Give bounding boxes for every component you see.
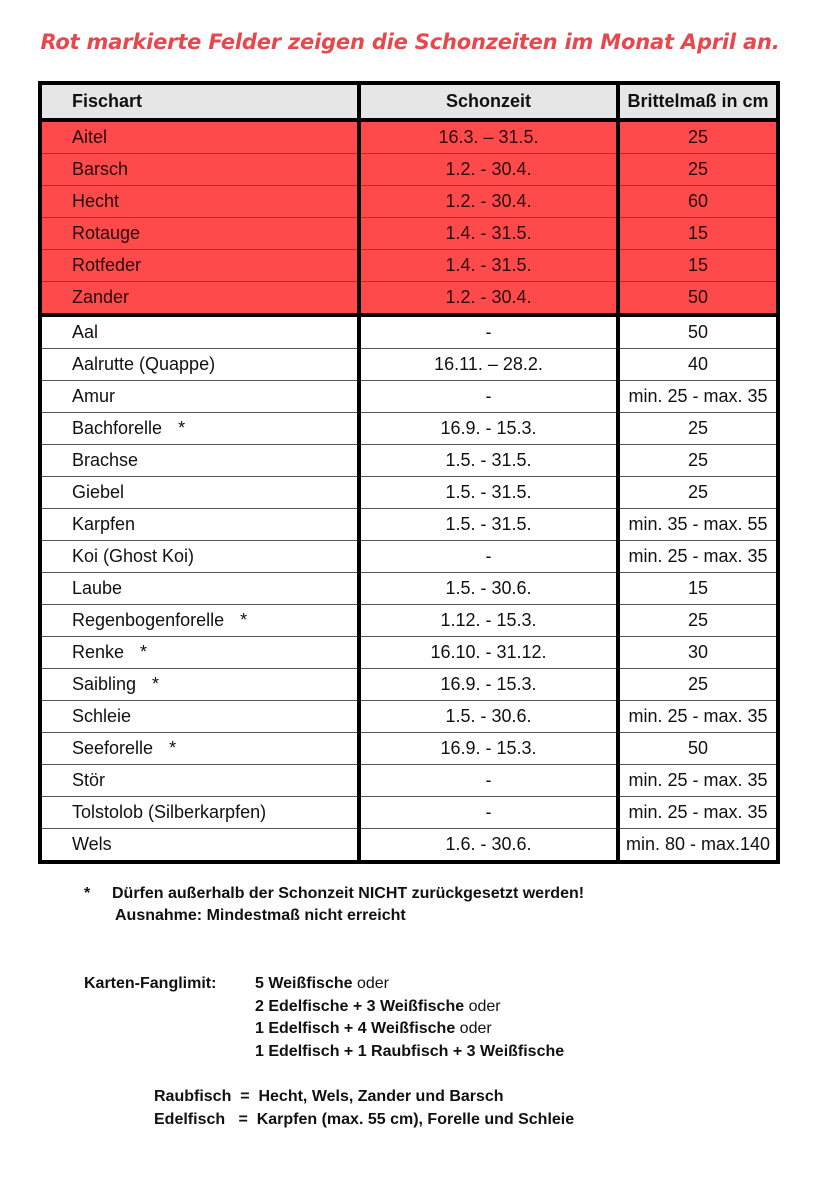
cell-season: 1.5. - 30.6. <box>359 701 618 733</box>
cell-size: 50 <box>618 315 778 349</box>
cell-size: 25 <box>618 669 778 701</box>
cell-season: 1.2. - 30.4. <box>359 186 618 218</box>
fish-name: Laube <box>72 578 123 598</box>
cell-fish <box>40 509 359 541</box>
table-row <box>40 477 778 509</box>
table-row <box>40 765 778 797</box>
table-row-closed-season <box>40 282 778 316</box>
cell-size: 50 <box>618 733 778 765</box>
cell-size: 25 <box>618 445 778 477</box>
cell-season: 16.9. - 15.3. <box>359 669 618 701</box>
table-row <box>40 509 778 541</box>
page-title: Rot markierte Felder zeigen die Schonzeiten im Monat April an. <box>40 30 780 54</box>
cell-size: 30 <box>618 637 778 669</box>
cell-size: min. 35 - max. 55 <box>618 509 778 541</box>
cell-size: min. 25 - max. 35 <box>618 797 778 829</box>
table-row <box>40 733 778 765</box>
fish-name: Rotfeder <box>72 255 142 275</box>
fish-name: Regenbogenforelle <box>72 610 225 630</box>
cell-season: 16.9. - 15.3. <box>359 733 618 765</box>
cell-season: - <box>359 765 618 797</box>
fish-name: Stör <box>72 770 106 790</box>
cell-fish <box>40 120 359 154</box>
cell-fish <box>40 445 359 477</box>
fish-name: Renke <box>72 642 125 662</box>
cell-season: 16.3. – 31.5. <box>359 120 618 154</box>
cell-fish <box>40 797 359 829</box>
fish-name: Hecht <box>72 191 120 211</box>
fish-name: Aal <box>72 322 99 342</box>
catch-limit-option-main: 5 Weißfische <box>255 975 353 992</box>
fish-table <box>38 81 780 864</box>
footnote-star: * <box>140 642 148 662</box>
cell-fish <box>40 605 359 637</box>
cell-fish <box>40 733 359 765</box>
fish-name: Tolstolob (Silberkarpfen) <box>72 802 267 822</box>
footnote-star: * <box>169 738 177 758</box>
cell-season: 1.2. - 30.4. <box>359 282 618 316</box>
fish-name: Seeforelle <box>72 738 154 758</box>
cell-season: 1.5. - 31.5. <box>359 509 618 541</box>
cell-fish <box>40 154 359 186</box>
table-row <box>40 669 778 701</box>
footnote-star: * <box>152 674 160 694</box>
fish-name: Barsch <box>72 159 129 179</box>
cell-season: 16.11. – 28.2. <box>359 349 618 381</box>
cell-season: 1.6. - 30.6. <box>359 829 618 863</box>
catch-limit-option-suffix: oder <box>455 1020 492 1037</box>
table-row <box>40 605 778 637</box>
table-row <box>40 541 778 573</box>
footnote-line-2: Ausnahme: Mindestmaß nicht erreicht <box>115 907 406 924</box>
cell-fish <box>40 541 359 573</box>
cell-season: 16.10. - 31.12. <box>359 637 618 669</box>
cell-season: 1.12. - 15.3. <box>359 605 618 637</box>
cell-size: min. 25 - max. 35 <box>618 541 778 573</box>
cell-size: min. 80 - max.140 <box>618 829 778 863</box>
header-schonzeit: Schonzeit <box>359 83 618 120</box>
fish-name: Koi (Ghost Koi) <box>72 546 195 566</box>
cell-size: 25 <box>618 154 778 186</box>
table-row <box>40 413 778 445</box>
table-row <box>40 315 778 349</box>
table-row-closed-season <box>40 250 778 282</box>
cell-season: - <box>359 315 618 349</box>
header-brittelmass: Brittelmaß in cm <box>618 83 778 120</box>
table-row <box>40 637 778 669</box>
fish-definitions <box>154 1086 574 1131</box>
catch-limit-option <box>255 1041 564 1064</box>
table-row <box>40 573 778 605</box>
header-fischart: Fischart <box>40 83 359 120</box>
cell-fish <box>40 573 359 605</box>
fish-name: Bachforelle <box>72 418 163 438</box>
fish-name: Wels <box>72 834 112 854</box>
fish-name: Giebel <box>72 482 125 502</box>
cell-fish <box>40 669 359 701</box>
fish-name: Brachse <box>72 450 139 470</box>
footnote-marker: * <box>84 885 91 902</box>
table-row-closed-season <box>40 154 778 186</box>
cell-fish <box>40 477 359 509</box>
fish-name: Amur <box>72 386 116 406</box>
cell-season: 1.4. - 31.5. <box>359 250 618 282</box>
catch-limit-option-main: 2 Edelfische + 3 Weißfische <box>255 997 465 1015</box>
cell-fish <box>40 765 359 797</box>
footnote-star: * <box>240 610 248 630</box>
cell-size: 15 <box>618 573 778 605</box>
footnote <box>84 883 584 927</box>
cell-season: - <box>359 797 618 829</box>
table-row <box>40 349 778 381</box>
fish-name: Rotauge <box>72 223 141 243</box>
cell-size: min. 25 - max. 35 <box>618 381 778 413</box>
table-row <box>40 381 778 413</box>
cell-fish <box>40 282 359 316</box>
cell-size: min. 25 - max. 35 <box>618 765 778 797</box>
cell-fish <box>40 315 359 349</box>
table-row <box>40 797 778 829</box>
cell-size: 15 <box>618 250 778 282</box>
catch-limit-options <box>255 973 564 1063</box>
cell-size: 15 <box>618 218 778 250</box>
cell-size: 25 <box>618 120 778 154</box>
cell-season: 1.2. - 30.4. <box>359 154 618 186</box>
cell-fish <box>40 186 359 218</box>
fish-name: Schleie <box>72 706 132 726</box>
table-row-closed-season <box>40 218 778 250</box>
cell-size: min. 25 - max. 35 <box>618 701 778 733</box>
fish-name: Zander <box>72 287 130 307</box>
cell-fish <box>40 349 359 381</box>
cell-size: 60 <box>618 186 778 218</box>
cell-fish <box>40 381 359 413</box>
cell-season: 1.4. - 31.5. <box>359 218 618 250</box>
cell-size: 50 <box>618 282 778 316</box>
cell-fish <box>40 413 359 445</box>
cell-fish <box>40 218 359 250</box>
catch-limit-option <box>255 1018 564 1041</box>
table-header-row <box>40 83 778 120</box>
cell-season: 1.5. - 31.5. <box>359 445 618 477</box>
cell-size: 40 <box>618 349 778 381</box>
cell-season: - <box>359 541 618 573</box>
cell-fish <box>40 701 359 733</box>
cell-size: 25 <box>618 413 778 445</box>
catch-limit-option-main: 1 Edelfisch + 1 Raubfisch + 3 Weißfische <box>255 1042 565 1060</box>
cell-size: 25 <box>618 477 778 509</box>
definition-raubfisch: Raubfisch = Hecht, Wels, Zander und Barsch <box>154 1088 504 1105</box>
definition-edelfisch: Edelfisch = Karpfen (max. 55 cm), Forelle und Schleie <box>154 1110 575 1128</box>
catch-limit-option-suffix: oder <box>352 975 389 992</box>
catch-limit-option <box>255 996 564 1019</box>
fish-name: Aitel <box>72 127 108 147</box>
catch-limit-label: Karten-Fanglimit: <box>84 975 217 992</box>
table-row-closed-season <box>40 120 778 154</box>
cell-season: 16.9. - 15.3. <box>359 413 618 445</box>
cell-size: 25 <box>618 605 778 637</box>
catch-limit-option-main: 1 Edelfisch + 4 Weißfische <box>255 1020 456 1037</box>
fish-name: Saibling <box>72 674 137 694</box>
fish-name: Aalrutte (Quappe) <box>72 354 216 374</box>
catch-limit-option-suffix: oder <box>464 997 501 1015</box>
cell-season: - <box>359 381 618 413</box>
fish-name: Karpfen <box>72 514 136 534</box>
table-row <box>40 829 778 863</box>
cell-fish <box>40 637 359 669</box>
catch-limit-option <box>255 973 564 996</box>
table-row <box>40 701 778 733</box>
table-row-closed-season <box>40 186 778 218</box>
cell-fish <box>40 829 359 863</box>
cell-fish <box>40 250 359 282</box>
footnote-line-1: Dürfen außerhalb der Schonzeit NICHT zurückgesetzt werden! <box>112 885 585 902</box>
cell-season: 1.5. - 30.6. <box>359 573 618 605</box>
table-row <box>40 445 778 477</box>
footnote-star: * <box>178 418 186 438</box>
cell-season: 1.5. - 31.5. <box>359 477 618 509</box>
